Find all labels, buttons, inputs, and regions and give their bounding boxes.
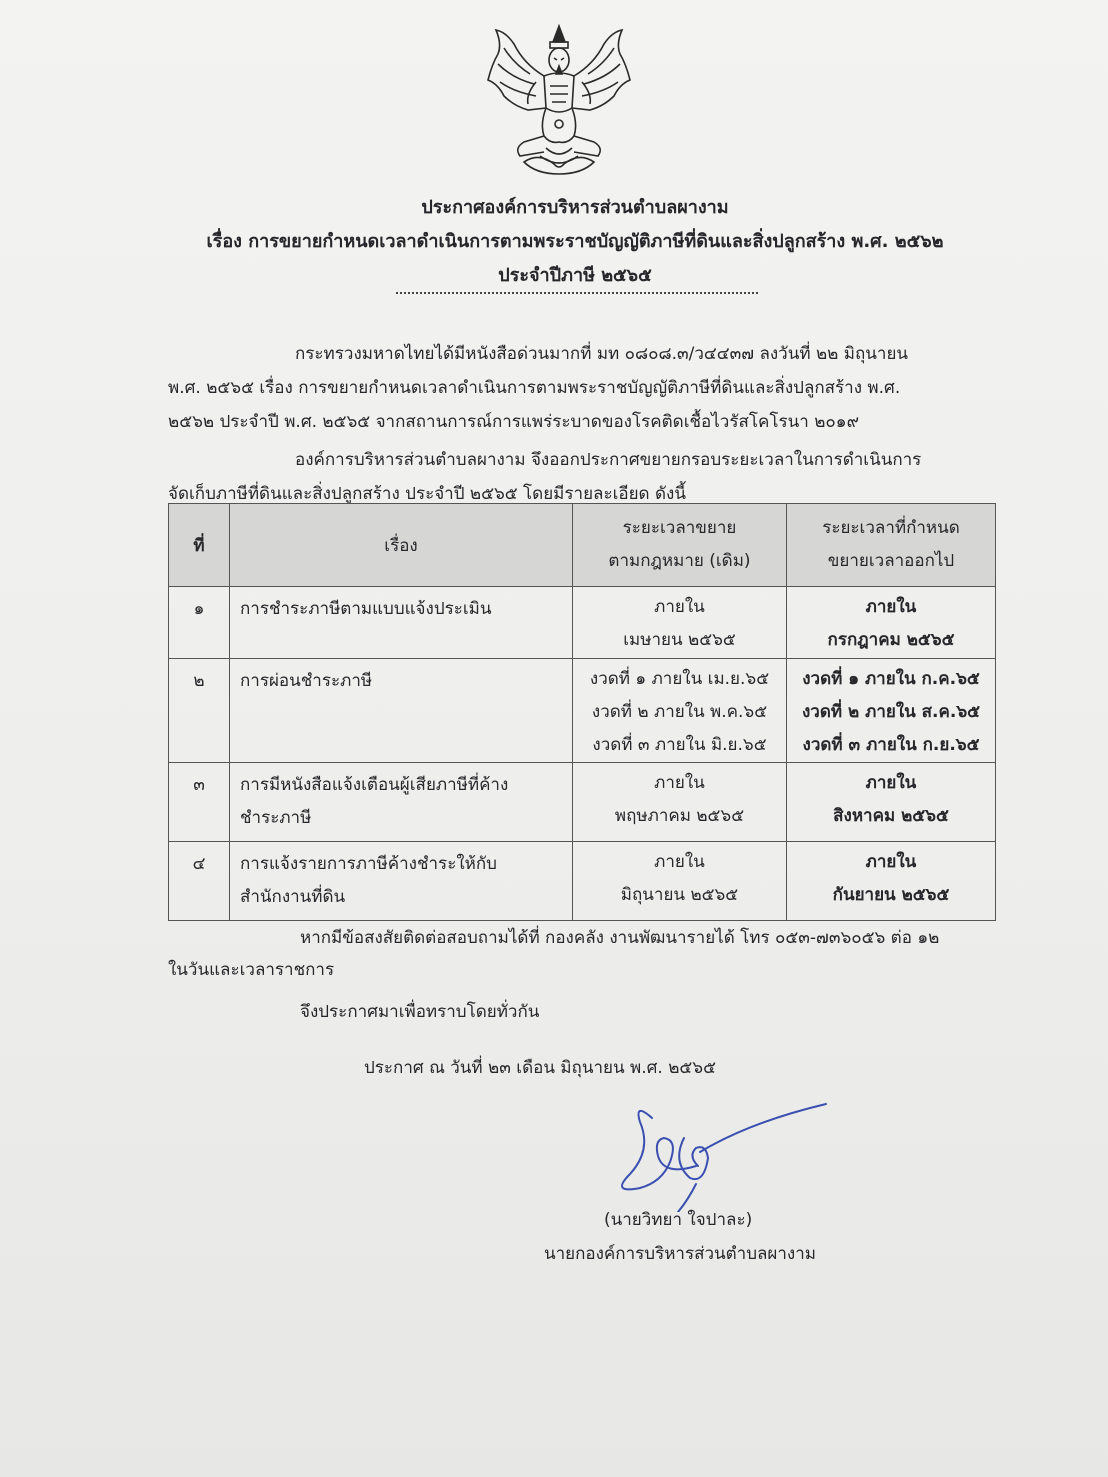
row-number: ๒ (169, 659, 230, 763)
schedule-table (168, 503, 996, 921)
table-row (169, 659, 996, 763)
row-subject-line-1: การมีหนังสือแจ้งเตือนผู้เสียภาษีที่ค้าง (240, 775, 509, 795)
header-subject: เรื่อง (230, 504, 573, 587)
row-number: ๑ (169, 587, 230, 659)
announcement-title: ประกาศองค์การบริหารส่วนตำบลผางาม (421, 197, 729, 218)
row-new-line-2: งวดที่ ๒ ภายใน ส.ค.๖๕ (801, 702, 980, 722)
garuda-emblem-icon (484, 24, 634, 176)
header-old-period (573, 504, 787, 587)
header-old-line-1: ระยะเวลาขยาย (622, 518, 737, 538)
table-row (169, 763, 996, 842)
row-new-line-2: สิงหาคม ๒๕๖๕ (833, 806, 949, 826)
announcement-date: ประกาศ ณ วันที่ ๒๓ เดือน มิถุนายน พ.ศ. ๒๕๖๕ (364, 1058, 716, 1078)
row-new-line-2: กรกฎาคม ๒๕๖๕ (827, 630, 955, 650)
row-new-period (787, 587, 996, 659)
table-row (169, 587, 996, 659)
row-old-period (573, 763, 787, 842)
row-old-line-2: เมษายน ๒๕๖๕ (623, 630, 736, 650)
paragraph-2-line-2: จัดเก็บภาษีที่ดินและสิ่งปลูกสร้าง ประจำปี ๒๕๖๕ โดยมีรายละเอียด ดังนี้ (168, 484, 686, 504)
paragraph-1-line-2: พ.ศ. ๒๕๖๕ เรื่อง การขยายกำหนดเวลาดำเนินการตามพระราชบัญญัติภาษีที่ดินและสิ่งปลูกสร้าง พ.ศ. (168, 378, 901, 398)
row-number: ๔ (169, 842, 230, 921)
row-old-period (573, 659, 787, 763)
row-old-line-2: มิถุนายน ๒๕๖๕ (620, 885, 739, 905)
row-new-line-2: กันยายน ๒๕๖๕ (832, 885, 950, 905)
signatory-name: (นายวิทยา ใจปาละ) (604, 1210, 753, 1230)
row-new-line-1: งวดที่ ๑ ภายใน ก.ค.๖๕ (802, 669, 980, 689)
row-number: ๓ (169, 763, 230, 842)
paragraph-1-line-1: กระทรวงมหาดไทยได้มีหนังสือด่วนมากที่ มท ๐๘๐๘.๓/ว๔๔๓๗ ลงวันที่ ๒๒ มิถุนายน (295, 344, 909, 364)
row-old-line-3: งวดที่ ๓ ภายใน มิ.ย.๖๕ (592, 735, 767, 755)
row-subject-line-1: การชำระภาษีตามแบบแจ้งประเมิน (240, 599, 492, 619)
row-old-line-1: ภายใน (654, 597, 705, 617)
header-new-period (787, 504, 996, 587)
row-old-line-2: งวดที่ ๒ ภายใน พ.ค.๖๕ (591, 702, 768, 722)
row-subject (230, 587, 573, 659)
row-subject (230, 659, 573, 763)
row-old-line-1: ภายใน (654, 773, 705, 793)
row-old-period (573, 587, 787, 659)
row-new-period (787, 659, 996, 763)
contact-line-1: หากมีข้อสงสัยติดต่อสอบถามได้ที่ กองคลัง งานพัฒนารายได้ โทร ๐๕๓-๗๓๖๐๕๖ ต่อ ๑๒ (300, 928, 940, 948)
signatory-position: นายกองค์การบริหารส่วนตำบลผางาม (544, 1244, 816, 1264)
header-new-line-2: ขยายเวลาออกไป (827, 551, 955, 571)
closing-statement: จึงประกาศมาเพื่อทราบโดยทั่วกัน (300, 1002, 540, 1022)
row-new-line-1: ภายใน (865, 597, 917, 617)
row-new-line-1: ภายใน (865, 852, 917, 872)
contact-line-2: ในวันและเวลาราชการ (168, 960, 335, 980)
table-row (169, 842, 996, 921)
paragraph-2-line-1: องค์การบริหารส่วนตำบลผางาม จึงออกประกาศขยายกรอบระยะเวลาในการดำเนินการ (295, 450, 922, 470)
paragraph-1-line-3: ๒๕๖๒ ประจำปี พ.ศ. ๒๕๖๕ จากสถานการณ์การแพร่ระบาดของโรคติดเชื้อไวรัสโคโรนา ๒๐๑๙ (168, 412, 860, 432)
row-subject (230, 763, 573, 842)
header-old-line-2: ตามกฎหมาย (เดิม) (608, 551, 751, 571)
row-new-line-3: งวดที่ ๓ ภายใน ก.ย.๖๕ (802, 735, 980, 755)
row-subject-line-2: ชำระภาษี (240, 808, 312, 828)
dotted-divider (396, 292, 758, 294)
row-old-line-1: งวดที่ ๑ ภายใน เม.ย.๖๕ (589, 669, 770, 689)
handwritten-signature (600, 1092, 840, 1212)
row-new-line-1: ภายใน (865, 773, 917, 793)
announcement-subject: เรื่อง การขยายกำหนดเวลาดำเนินการตามพระราชบัญญัติภาษีที่ดินและสิ่งปลูกสร้าง พ.ศ. ๒๕๖๒ (206, 231, 944, 252)
row-subject-line-1: การแจ้งรายการภาษีค้างชำระให้กับ (240, 854, 497, 874)
header-no: ที่ (169, 504, 230, 587)
header-new-line-1: ระยะเวลาที่กำหนด (822, 518, 960, 538)
row-old-period (573, 842, 787, 921)
row-old-line-2: พฤษภาคม ๒๕๖๕ (614, 806, 745, 826)
row-new-period (787, 763, 996, 842)
row-subject-line-2: สำนักงานที่ดิน (240, 887, 346, 907)
row-old-line-1: ภายใน (654, 852, 705, 872)
table-header-row (169, 504, 996, 587)
row-subject-line-1: การผ่อนชำระภาษี (240, 671, 373, 691)
row-subject (230, 842, 573, 921)
announcement-year: ประจำปีภาษี ๒๕๖๕ (498, 265, 652, 286)
row-new-period (787, 842, 996, 921)
